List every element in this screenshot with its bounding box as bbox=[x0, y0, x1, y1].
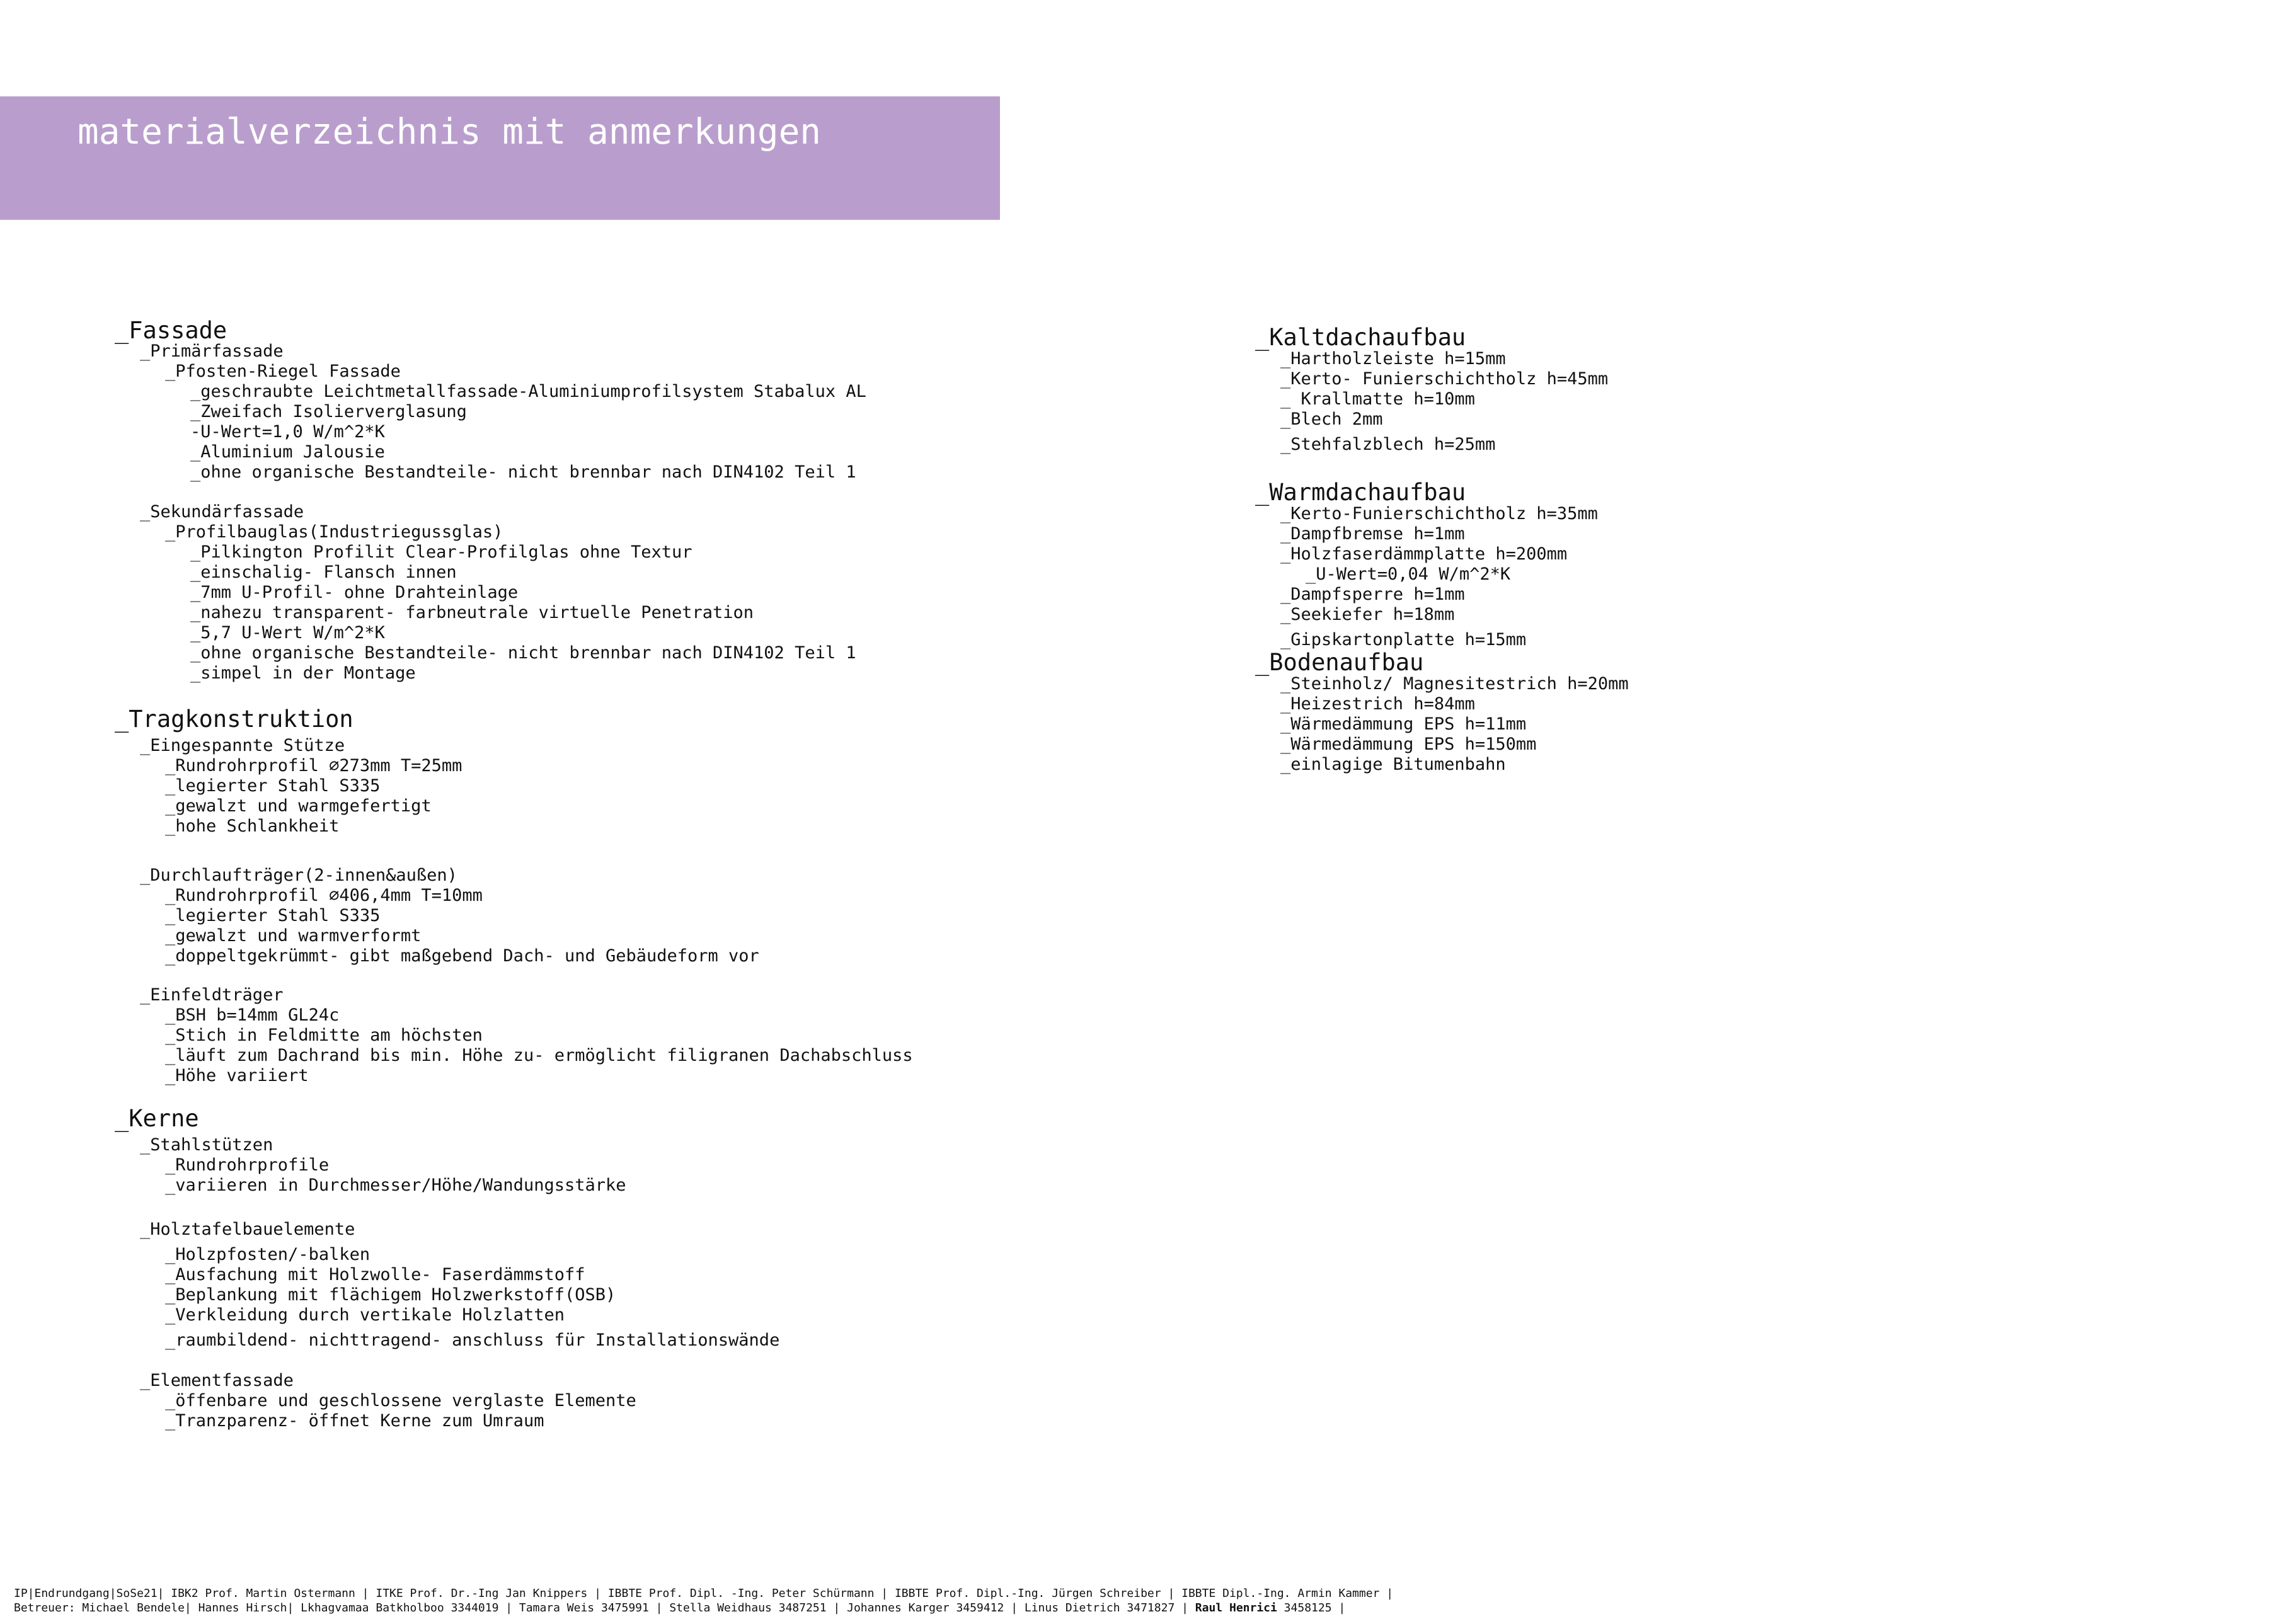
list-item: _BSH b=14mm GL24c bbox=[165, 1005, 340, 1025]
list-item: _Seekiefer h=18mm bbox=[1280, 605, 1455, 624]
list-item: _ohne organische Bestandteile- nicht brennbar nach DIN4102 Teil 1 bbox=[190, 643, 856, 663]
list-item: _Höhe variiert bbox=[165, 1066, 309, 1085]
list-item: _gewalzt und warmgefertigt bbox=[165, 796, 432, 816]
list-item: _gewalzt und warmverformt bbox=[165, 926, 422, 946]
list-item: _läuft zum Dachrand bis min. Höhe zu- ermöglicht filigranen Dachabschluss bbox=[165, 1046, 913, 1065]
list-item: _Ausfachung mit Holzwolle- Faserdämmstoff bbox=[165, 1265, 585, 1284]
list-item: _Stehfalzblech h=25mm bbox=[1280, 435, 1496, 454]
list-item: _Verkleidung durch vertikale Holzlatten bbox=[165, 1305, 565, 1325]
list-item: _Heizestrich h=84mm bbox=[1280, 694, 1475, 714]
list-item: _Steinholz/ Magnesitestrich h=20mm bbox=[1280, 674, 1629, 694]
section-heading-bodenaufbau: _Bodenaufbau bbox=[1255, 649, 1424, 676]
page-title: materialverzeichnis mit anmerkungen bbox=[78, 112, 822, 152]
section-heading-tragkonstruktion: _Tragkonstruktion bbox=[115, 706, 353, 733]
list-item: _einlagige Bitumenbahn bbox=[1280, 755, 1506, 774]
subsection-einfeldtraeger: _Einfeldträger bbox=[140, 985, 284, 1005]
list-item: _Aluminium Jalousie bbox=[190, 442, 385, 462]
subsection-eingespannte-stuetze: _Eingespannte Stütze bbox=[140, 736, 345, 755]
list-item: _Gipskartonplatte h=15mm bbox=[1280, 630, 1527, 649]
section-heading-fassade: _Fassade bbox=[115, 317, 227, 344]
list-item: -U-Wert=1,0 W/m^2*K bbox=[190, 422, 385, 442]
list-item: _legierter Stahl S335 bbox=[165, 776, 381, 796]
subsection-primaerfassade: _Primärfassade bbox=[140, 341, 284, 361]
list-item: _Kerto-Funierschichtholz h=35mm bbox=[1280, 504, 1598, 523]
list-item: _Wärmedämmung EPS h=150mm bbox=[1280, 735, 1537, 754]
list-item: _ohne organische Bestandteile- nicht brennbar nach DIN4102 Teil 1 bbox=[190, 462, 856, 482]
list-item: _Stich in Feldmitte am höchsten bbox=[165, 1026, 483, 1045]
subsection-durchlauftraeger: _Durchlaufträger(2-innen&außen) bbox=[140, 866, 457, 885]
footer-team-tail: 3458125 | bbox=[1277, 1601, 1346, 1615]
section-heading-kerne: _Kerne bbox=[115, 1105, 199, 1132]
footer-highlight-name: Raul Henrici bbox=[1195, 1601, 1277, 1615]
list-item: _Profilbauglas(Industriegussglas) bbox=[165, 522, 503, 542]
list-item: _variieren in Durchmesser/Höhe/Wandungsstärke bbox=[165, 1175, 626, 1195]
list-item: _ Krallmatte h=10mm bbox=[1280, 389, 1475, 409]
footer-team-line bbox=[14, 1601, 1345, 1616]
list-item: _5,7 U-Wert W/m^2*K bbox=[190, 623, 385, 643]
list-item: _U-Wert=0,04 W/m^2*K bbox=[1306, 564, 1511, 584]
list-item: _Rundrohrprofil ⌀406,4mm T=10mm bbox=[165, 886, 483, 905]
section-heading-kaltdachaufbau: _Kaltdachaufbau bbox=[1255, 324, 1466, 351]
list-item: _Blech 2mm bbox=[1280, 409, 1383, 429]
section-heading-warmdachaufbau: _Warmdachaufbau bbox=[1255, 479, 1466, 506]
footer-credits-line: IP|Endrundgang|SoSe21| IBK2 Prof. Martin Ostermann | ITKE Prof. Dr.-Ing Jan Knippers | IBBTE Prof. Dipl. -Ing. Peter Schürmann | IBBTE Prof. Dipl.-Ing. Jürgen Schreiber | IBBTE Dipl.-Ing. Armin Kammer | bbox=[14, 1587, 1394, 1600]
list-item: _öffenbare und geschlossene verglaste Elemente bbox=[165, 1391, 636, 1410]
list-item: _Beplankung mit flächigem Holzwerkstoff(OSB) bbox=[165, 1285, 616, 1305]
list-item: _nahezu transparent- farbneutrale virtuelle Penetration bbox=[190, 603, 754, 622]
list-item: _Dampfsperre h=1mm bbox=[1280, 585, 1465, 604]
list-item: _Dampfbremse h=1mm bbox=[1280, 524, 1465, 544]
subsection-elementfassade: _Elementfassade bbox=[140, 1371, 294, 1390]
list-item: _geschraubte Leichtmetallfassade-Aluminiumprofilsystem Stabalux AL bbox=[190, 382, 866, 401]
list-item: _Hartholzleiste h=15mm bbox=[1280, 349, 1506, 369]
list-item: _Zweifach Isolierverglasung bbox=[190, 402, 467, 421]
list-item: _Wärmedämmung EPS h=11mm bbox=[1280, 714, 1527, 734]
list-item: _Tranzparenz- öffnet Kerne zum Umraum bbox=[165, 1411, 544, 1431]
list-item: _Holzpfosten/-balken bbox=[165, 1245, 370, 1264]
list-item: _Pilkington Profilit Clear-Profilglas ohne Textur bbox=[190, 542, 692, 562]
list-item: _einschalig- Flansch innen bbox=[190, 563, 457, 582]
subsection-sekundaerfassade: _Sekundärfassade bbox=[140, 502, 304, 522]
list-item: _raumbildend- nichttragend- anschluss für Installationswände bbox=[165, 1330, 780, 1350]
list-item: _7mm U-Profil- ohne Drahteinlage bbox=[190, 583, 519, 602]
list-item: _Kerto- Funierschichtholz h=45mm bbox=[1280, 369, 1609, 389]
list-item: _doppeltgekrümmt- gibt maßgebend Dach- und Gebäudeform vor bbox=[165, 946, 759, 966]
footer-team-text: Betreuer: Michael Bendele| Hannes Hirsch| Lkhagvamaa Batkholboo 3344019 | Tamara Weis 3475991 | Stella Weidhaus 3487251 | Johannes Karger 3459412 | Linus Dietrich 3471827 | bbox=[14, 1601, 1195, 1615]
list-item: _simpel in der Montage bbox=[190, 663, 416, 683]
list-item: _Rundrohrprofile bbox=[165, 1155, 330, 1175]
list-item: _legierter Stahl S335 bbox=[165, 906, 381, 925]
list-item: _Holzfaserdämmplatte h=200mm bbox=[1280, 544, 1568, 564]
subsection-holztafelbauelemente: _Holztafelbauelemente bbox=[140, 1220, 355, 1239]
list-item: _hohe Schlankheit bbox=[165, 816, 340, 836]
subsection-stahlstuetzen: _Stahlstützen bbox=[140, 1135, 273, 1155]
list-item: _Pfosten-Riegel Fassade bbox=[165, 362, 401, 381]
list-item: _Rundrohrprofil ⌀273mm T=25mm bbox=[165, 756, 462, 775]
